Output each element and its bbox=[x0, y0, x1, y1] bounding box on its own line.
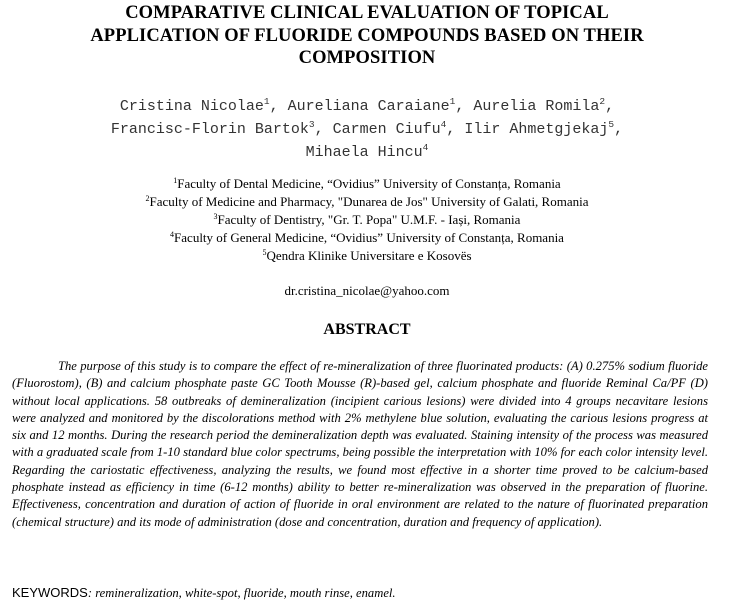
author-affil-sup: 1 bbox=[263, 96, 270, 107]
author-affil-sup: 1 bbox=[449, 96, 456, 107]
affiliation-sup: 5 bbox=[262, 248, 267, 257]
keywords-label: KEYWORDS bbox=[12, 585, 88, 600]
keywords-colon: : bbox=[87, 586, 93, 600]
affiliation bbox=[0, 229, 734, 247]
affiliation-sup: 2 bbox=[145, 194, 150, 203]
author-affil-sup: 4 bbox=[440, 119, 447, 130]
author-name: Francisc-Florin Bartok bbox=[110, 121, 309, 138]
affiliation-sup: 1 bbox=[173, 176, 178, 185]
author-separator: , bbox=[314, 121, 333, 138]
affiliation bbox=[0, 193, 734, 211]
keywords bbox=[12, 585, 712, 601]
author-name: Ilir Ahmetgjekaj bbox=[464, 121, 609, 138]
title-line: APPLICATION OF FLUORIDE COMPOUNDS BASED ON THEIR bbox=[90, 25, 644, 46]
contact-email: dr.cristina_nicolae@yahoo.com bbox=[284, 283, 450, 298]
author-name: Cristina Nicolae bbox=[119, 98, 264, 115]
author-affil-sup: 5 bbox=[608, 119, 615, 130]
affiliation bbox=[0, 247, 734, 265]
affiliation-text: Qendra Klinike Universitare e Kosovës bbox=[266, 248, 472, 263]
author-separator: , bbox=[269, 98, 288, 115]
author-separator: , bbox=[614, 121, 624, 138]
author-separator: , bbox=[446, 121, 465, 138]
author-affil-sup: 2 bbox=[599, 96, 606, 107]
title-line: COMPARATIVE CLINICAL EVALUATION OF TOPICAL bbox=[125, 3, 609, 23]
affiliation bbox=[0, 211, 734, 229]
affiliation-sup: 4 bbox=[170, 230, 175, 239]
author-name: Carmen Ciufu bbox=[332, 121, 441, 138]
affiliation-text: Faculty of Dentistry, "Gr. T. Popa" U.M.F. - Iași, Romania bbox=[217, 212, 521, 227]
author-affil-sup: 4 bbox=[422, 142, 429, 153]
author-list bbox=[0, 95, 734, 164]
author-line bbox=[0, 95, 734, 118]
keywords-text: remineralization, white-spot, fluoride, mouth rinse, enamel. bbox=[92, 586, 396, 600]
affiliation-list bbox=[0, 175, 734, 265]
author-name: Aureliana Caraiane bbox=[287, 98, 450, 115]
affiliation bbox=[0, 175, 734, 193]
author-separator: , bbox=[605, 98, 615, 115]
author-name: Aurelia Romila bbox=[473, 98, 600, 115]
author-line bbox=[0, 141, 734, 164]
author-affil-sup: 3 bbox=[308, 119, 315, 130]
affiliation-text: Faculty of Medicine and Pharmacy, "Dunarea de Jos" University of Galati, Romania bbox=[149, 194, 589, 209]
affiliation-text: Faculty of Dental Medicine, “Ovidius” University of Constanța, Romania bbox=[177, 176, 561, 191]
author-name: Mihaela Hincu bbox=[305, 144, 423, 161]
author-line bbox=[0, 118, 734, 141]
abstract-text: The purpose of this study is to compare the effect of re-mineralization of three fluorinated products: (A) 0.275% sodium fluoride (Fluorostom), (B) and calcium phosphate paste GC Tooth Mousse (R)-based gel, calcium phosphate and fluoride Reminal Ca/PF (D) without local applications. 58 outbreaks of demineralization (incipient carious lesions) were divided into 4 groups necavitare lesions were analyzed and monitored by the discolorations method with 2% methylene blue solution, evaluating the carious lesions progress at six and 12 months. During the research period the demineralization depth was evaluated. Staining intensity of the process was measured with a graduated scale from 1-10 standard blue color spectrums, being possible the interpretation with 10% for each color intensity level. Regarding the cariostatic effectiveness, analyzing the results, we found most effective in a shorter time proved to be calcium-based phosphate instead as efficiency in time (6-12 months) ability to better re-mineralization was observed in the preparation of fluorine. Effectiveness, concentration and duration of action of fluoride in oral environment are related to the nature of fluorinated preparation (chemical structure) and its mode of administration (dose and concentration, duration and frequency of application). bbox=[12, 359, 708, 529]
abstract-heading: ABSTRACT bbox=[323, 321, 411, 338]
affiliation-text: Faculty of General Medicine, “Ovidius” University of Constanța, Romania bbox=[174, 230, 564, 245]
title-line: COMPOSITION bbox=[298, 48, 436, 68]
author-separator: , bbox=[455, 98, 474, 115]
paper-title bbox=[0, 2, 734, 70]
affiliation-sup: 3 bbox=[213, 212, 218, 221]
